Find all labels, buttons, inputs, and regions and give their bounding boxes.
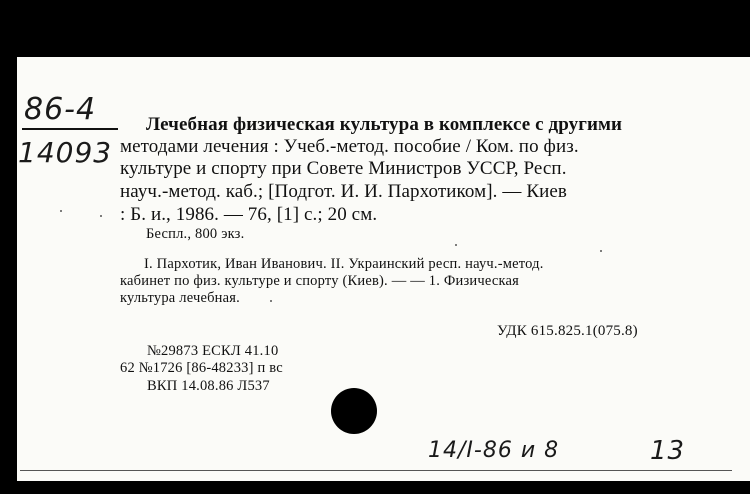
punch-hole [331, 388, 377, 434]
registration-line-3: ВКП 14.08.86 Л537 [147, 378, 270, 394]
scan-speck [600, 250, 602, 252]
handwritten-code-bottom: 14093 [18, 136, 113, 169]
scan-speck [60, 210, 62, 212]
title-line-1: Лечебная физическая культура в комплексе с другими [146, 114, 623, 135]
title-line-4: науч.-метод. каб.; [Подгот. И. И. Пархотиком]. — Киев [120, 181, 567, 202]
scan-speck [455, 244, 457, 246]
udc-number: УДК 615.825.1(075.8) [497, 323, 638, 339]
handwritten-code-top: 86-4 [24, 92, 97, 127]
registration-line-2: 62 №1726 [86-48233] п вс [120, 360, 283, 376]
bottom-rule [20, 470, 732, 471]
title-line-2: методами лечения : Учеб.-метод. пособие / Ком. по физ. [120, 136, 579, 157]
price-note: Беспл., 800 экз. [146, 226, 245, 242]
registration-line-1: №29873 ЕСКЛ 41.10 [147, 343, 279, 359]
tracing-line-3: культура лечебная. [120, 290, 240, 306]
handwritten-footer-note: 14/I-86 и 8 [428, 438, 560, 463]
title-line-5: : Б. и., 1986. — 76, [1] с.; 20 см. [120, 204, 378, 225]
title-line-3: культуре и спорту при Совете Министров УССР, Респ. [120, 158, 567, 179]
tracing-line-2: кабинет по физ. культуре и спорту (Киев). — — 1. Физическая [120, 273, 520, 289]
tracing-line-1: I. Пархотик, Иван Иванович. II. Украинский респ. науч.-метод. [144, 256, 544, 272]
scan-speck [270, 300, 272, 302]
scan-speck [100, 215, 102, 217]
code-underline [22, 128, 118, 130]
handwritten-page-number: 13 [650, 436, 686, 466]
